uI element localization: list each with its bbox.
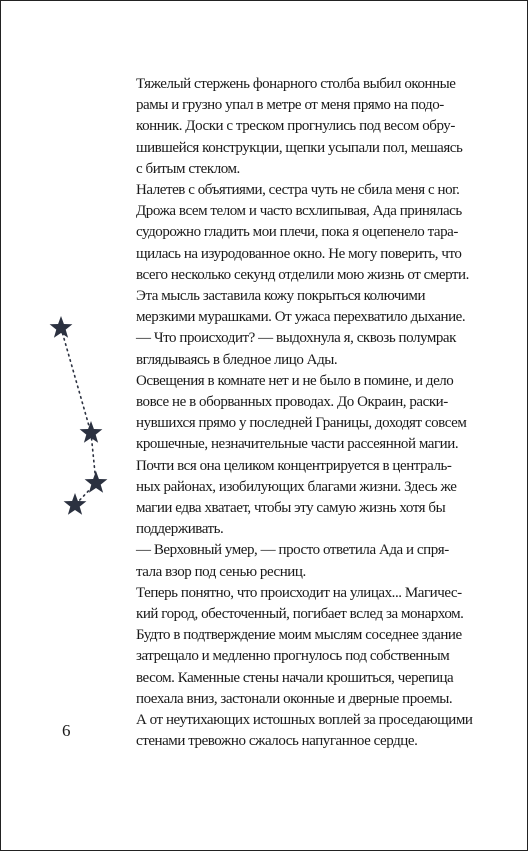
text-line: магии едва хватает, чтобы эту самую жизнь хотя бы [136,500,446,517]
text-line: Тяжелый стержень фонарного столба выбил оконные [136,76,456,92]
text-line: — Верховный умер, — просто ответила Ада и спря- [136,542,449,559]
text-line: ных районах, изобилующих благами жизни. Здесь же [136,478,457,495]
text-line: — Что происходит? — выдохнула я, сквозь полумрак [136,330,456,347]
text-line: Освещения в комнате нет и не было в помине, и дело [136,372,454,389]
text-line: Теперь понятно, что происходит на улицах... Магичес- [136,584,462,601]
text-line: мерзкими мурашками. От ужаса перехватило дыхание. [136,309,466,326]
paragraph [119,180,469,286]
text-line: затрещало и медленно прогнулось под собственным [136,648,450,665]
star-icon [85,471,108,493]
paragraph [119,583,469,625]
text-line: тала взор под сенью ресниц. [136,563,306,580]
text-line: А от неутихающих истошных воплей за проседающими [136,712,473,729]
text-line: Дрожа всем телом и часто всхлипывая, Ада принялась [136,203,462,220]
text-line: вовсе не в оборванных проводах. До Окраин, раски- [136,394,448,411]
text-line: Эта мысль заставила кожу покрыться колючими [136,288,426,305]
text-line: Почти вся она целиком концентрируется в централь- [136,457,452,474]
text-line: с битым стеклом. [136,160,240,177]
text-line: нувшихся прямо у последней Границы, доходят совсем [136,415,467,432]
text-line: шившейся конструкции, щепки усыпали пол, мешаясь [136,139,463,156]
text-line: судорожно гладить мои плечи, пока я оцепенело тара- [136,224,458,241]
paragraph [119,625,473,752]
text-line: стенами тревожно сжалось напуганное сердце. [136,733,418,750]
text-line: Налетев с объятиями, сестра чуть не сбила меня с ног. [136,182,460,199]
star-icon [50,316,73,338]
text-line: конник. Доски с треском прогнулись под весом обру- [136,118,455,135]
text-line: рамы и грузно упал в метре от меня прямо на подо- [136,97,444,114]
text-line: вглядываясь в бледное лицо Ады. [136,351,338,368]
paragraph [119,328,469,370]
paragraph [119,74,469,180]
paragraph [119,540,469,582]
body-text [119,74,473,753]
text-line: щилась на изуродованное окно. Не могу поверить, что [136,245,462,262]
paragraph [119,371,469,541]
text-line: поддерживать. [136,521,224,538]
paragraph [119,286,469,328]
text-line: весом. Каменные стены начали крошиться, черепица [136,669,454,686]
constellation-dotted-line [61,328,96,505]
page-number: 6 [62,721,71,740]
text-line: крошечные, незначительные части рассеянной магии. [136,436,459,453]
text-line: поехала вниз, застонали оконные и дверные проемы. [136,690,453,707]
text-line: всего несколько секунд отделили мою жизнь от смерти. [136,266,469,283]
text-line: кий город, обесточенный, погибает вслед за монархом. [136,606,464,623]
text-line: Будто в подтверждение моим мыслям соседнее здание [136,627,462,644]
